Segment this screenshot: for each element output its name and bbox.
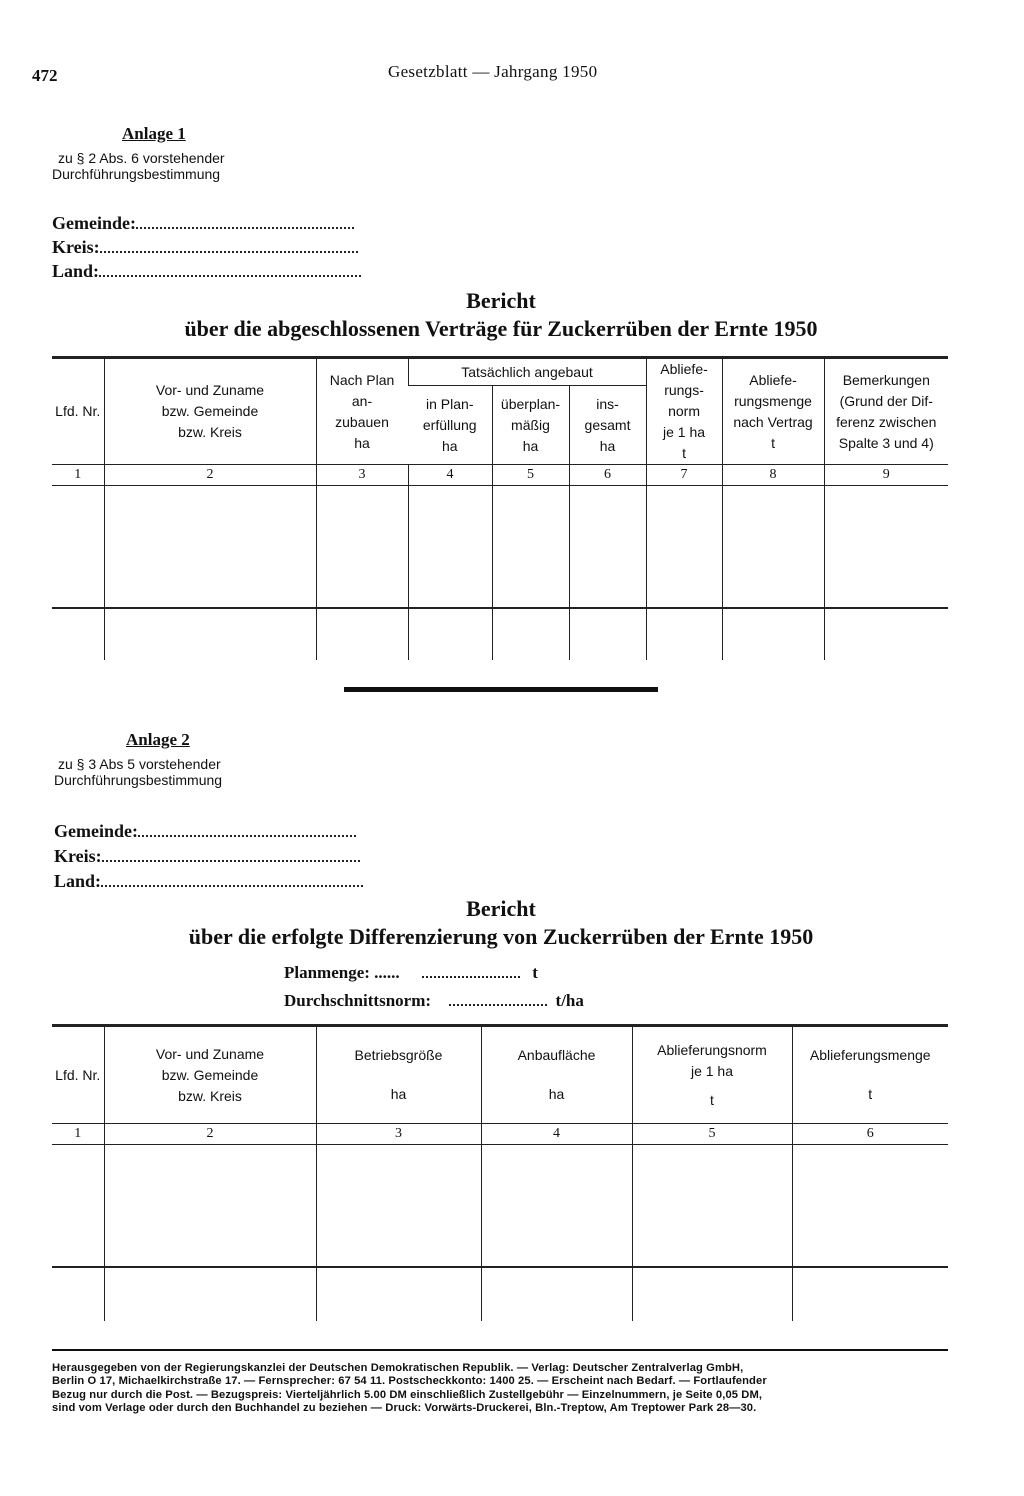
planmenge-blank[interactable] xyxy=(422,962,520,978)
imprint-line: Berlin O 17, Michaelkirchstraße 17. — Fernsprecher: 67 54 11. Postscheckkonto: 1400 25. — Erscheint nach Bedarf. — Fortlaufender xyxy=(52,1375,767,1388)
anlage1-report-subtitle: über die abgeschlossenen Verträge für Zuckerrüben der Ernte 1950 xyxy=(184,316,818,341)
column-number: 3 xyxy=(316,1124,481,1145)
entry-cell[interactable] xyxy=(824,486,948,608)
planmenge-unit: t xyxy=(532,963,538,982)
entry-cell[interactable] xyxy=(52,486,104,608)
land-label: Land: xyxy=(54,871,102,891)
entry-cell[interactable] xyxy=(481,1145,632,1267)
total-cell[interactable] xyxy=(52,1267,104,1321)
entry-cell[interactable] xyxy=(316,486,408,608)
kreis-label: Kreis: xyxy=(54,846,102,866)
total-cell[interactable] xyxy=(316,608,408,660)
anlage2-land-field[interactable] xyxy=(54,870,363,892)
group-tatsaechlich-angebaut: Tatsächlich angebaut xyxy=(408,358,646,386)
column-number: 5 xyxy=(632,1124,792,1145)
entry-cell[interactable] xyxy=(632,1145,792,1267)
anlage2-table xyxy=(52,1024,948,1321)
anlage2-reference: zu § 3 Abs 5 vorstehender xyxy=(58,756,221,772)
footer-rule xyxy=(52,1349,948,1351)
column-number-row xyxy=(52,1124,948,1145)
column-number: 6 xyxy=(569,465,646,486)
total-cell[interactable] xyxy=(632,1267,792,1321)
anlage1-reference-2: Durchführungsbestimmung xyxy=(52,166,221,182)
imprint-line: sind vom Verlage oder durch den Buchhandel zu beziehen — Druck: Vorwärts-Druckerei, Bln.-Treptow, Am Treptower Park 28—30. xyxy=(52,1402,757,1415)
anlage1-gemeinde-field[interactable] xyxy=(52,212,354,234)
column-number: 7 xyxy=(646,465,722,486)
durchschnittsnorm-blank[interactable] xyxy=(449,990,547,1006)
col-lfd-nr: Lfd. Nr. xyxy=(52,1026,104,1124)
column-number: 4 xyxy=(408,465,492,486)
anlage2-kreis-field[interactable] xyxy=(54,845,360,867)
col-name: Vor- und Zuname bzw. Gemeinde bzw. Kreis xyxy=(104,358,316,465)
total-cell[interactable] xyxy=(792,1267,948,1321)
anlage2-reference-2: Durchführungsbestimmung xyxy=(54,772,223,788)
anlage1-land-field[interactable] xyxy=(52,260,361,282)
column-number: 6 xyxy=(792,1124,948,1145)
imprint-line: Herausgegeben von der Regierungskanzlei der Deutschen Demokratischen Republik. — Verlag: Deutscher Zentralverlag GmbH, xyxy=(52,1362,744,1374)
column-number: 2 xyxy=(104,1124,316,1145)
entry-cell[interactable] xyxy=(492,486,569,608)
col-ablieferungsnorm: Ablieferungsnorm je 1 ha t xyxy=(632,1026,792,1124)
running-header: Gesetzblatt — Jahrgang 1950 xyxy=(388,62,598,81)
col-lfd-nr: Lfd. Nr. xyxy=(52,358,104,465)
gemeinde-blank[interactable] xyxy=(136,213,354,229)
col-ueberplanmaessig: überplan- mäßig ha xyxy=(492,386,569,465)
total-cell[interactable] xyxy=(52,608,104,660)
entry-cell[interactable] xyxy=(316,1145,481,1267)
anlage1-table xyxy=(52,356,948,660)
entry-cell[interactable] xyxy=(569,486,646,608)
gemeinde-label: Gemeinde: xyxy=(54,821,138,841)
entry-cell[interactable] xyxy=(646,486,722,608)
total-row[interactable] xyxy=(52,1267,948,1321)
column-number: 1 xyxy=(52,465,104,486)
column-number: 2 xyxy=(104,465,316,486)
imprint-line: Bezug nur durch die Post. — Bezugspreis: Vierteljährlich 5.00 DM einschließlich Zustellgebühr — Einzelnummern, je Seite 0,05 DM, xyxy=(52,1388,763,1401)
total-cell[interactable] xyxy=(492,608,569,660)
planmenge-label: Planmenge: ...... xyxy=(284,963,400,982)
column-number: 9 xyxy=(824,465,948,486)
anlage1-reference: zu § 2 Abs. 6 vorstehender xyxy=(58,150,225,166)
col-nach-plan: Nach Plan an- zubauen ha xyxy=(316,358,408,465)
gemeinde-label: Gemeinde: xyxy=(52,213,136,233)
kreis-blank[interactable] xyxy=(100,237,358,253)
col-in-planerfuellung: in Plan- erfüllung ha xyxy=(422,395,477,454)
col-insgesamt: ins- gesamt ha xyxy=(569,386,646,465)
land-blank[interactable] xyxy=(99,261,361,277)
entry-cell[interactable] xyxy=(52,1145,104,1267)
col-betriebsgroesse: Betriebsgröße ha xyxy=(316,1026,481,1124)
entry-cell[interactable] xyxy=(104,1145,316,1267)
durchschnittsnorm-field[interactable] xyxy=(284,990,584,1011)
anlage1-title: Anlage 1 xyxy=(122,124,186,143)
durchschnittsnorm-label: Durchschnittsnorm: xyxy=(284,991,432,1010)
total-cell[interactable] xyxy=(722,608,824,660)
land-blank[interactable] xyxy=(101,871,363,887)
col-ablieferungsmenge: Ablieferungsmenge t xyxy=(792,1026,948,1124)
page-number: 472 xyxy=(32,66,58,85)
land-label: Land: xyxy=(52,261,100,281)
entry-row[interactable] xyxy=(52,1145,948,1267)
column-number: 3 xyxy=(316,465,408,486)
total-cell[interactable] xyxy=(646,608,722,660)
anlage2-gemeinde-field[interactable] xyxy=(54,820,356,842)
anlage1-kreis-field[interactable] xyxy=(52,236,358,258)
gemeinde-blank[interactable] xyxy=(138,821,356,837)
total-cell[interactable] xyxy=(569,608,646,660)
column-number-row xyxy=(52,465,948,486)
entry-cell[interactable] xyxy=(722,486,824,608)
section-divider xyxy=(344,687,658,692)
anlage1-report-title: Bericht xyxy=(466,288,536,313)
col-anbauflaeche: Anbaufläche ha xyxy=(481,1026,632,1124)
column-number: 1 xyxy=(52,1124,104,1145)
planmenge-field[interactable] xyxy=(284,962,538,983)
column-number: 5 xyxy=(492,465,569,486)
kreis-label: Kreis: xyxy=(52,237,100,257)
total-cell[interactable] xyxy=(316,1267,481,1321)
total-cell[interactable] xyxy=(104,1267,316,1321)
col-ablieferungsnorm: Abliefe- rungs- norm je 1 ha t xyxy=(646,358,722,465)
entry-cell[interactable] xyxy=(792,1145,948,1267)
entry-row[interactable] xyxy=(52,486,948,608)
total-cell[interactable] xyxy=(408,608,492,660)
kreis-blank[interactable] xyxy=(102,846,360,862)
total-cell[interactable] xyxy=(104,608,316,660)
imprint xyxy=(52,1362,952,1416)
anlage2-report-subtitle: über die erfolgte Differenzierung von Zuckerrüben der Ernte 1950 xyxy=(188,924,814,949)
col-bemerkungen: Bemerkungen (Grund der Dif- ferenz zwischen Spalte 3 und 4) xyxy=(824,358,948,465)
entry-cell[interactable] xyxy=(104,486,316,608)
total-cell[interactable] xyxy=(824,608,948,660)
column-number: 8 xyxy=(722,465,824,486)
anlage2-report-title: Bericht xyxy=(466,896,536,921)
column-number: 4 xyxy=(481,1124,632,1145)
total-cell[interactable] xyxy=(481,1267,632,1321)
total-row[interactable] xyxy=(52,608,948,660)
anlage2-title: Anlage 2 xyxy=(126,730,190,749)
col-ablieferungsmenge: Abliefe- rungsmenge nach Vertrag t xyxy=(722,358,824,465)
durchschnittsnorm-unit: t/ha xyxy=(555,991,584,1010)
entry-cell[interactable] xyxy=(408,486,492,608)
col-name: Vor- und Zuname bzw. Gemeinde bzw. Kreis xyxy=(104,1026,316,1124)
